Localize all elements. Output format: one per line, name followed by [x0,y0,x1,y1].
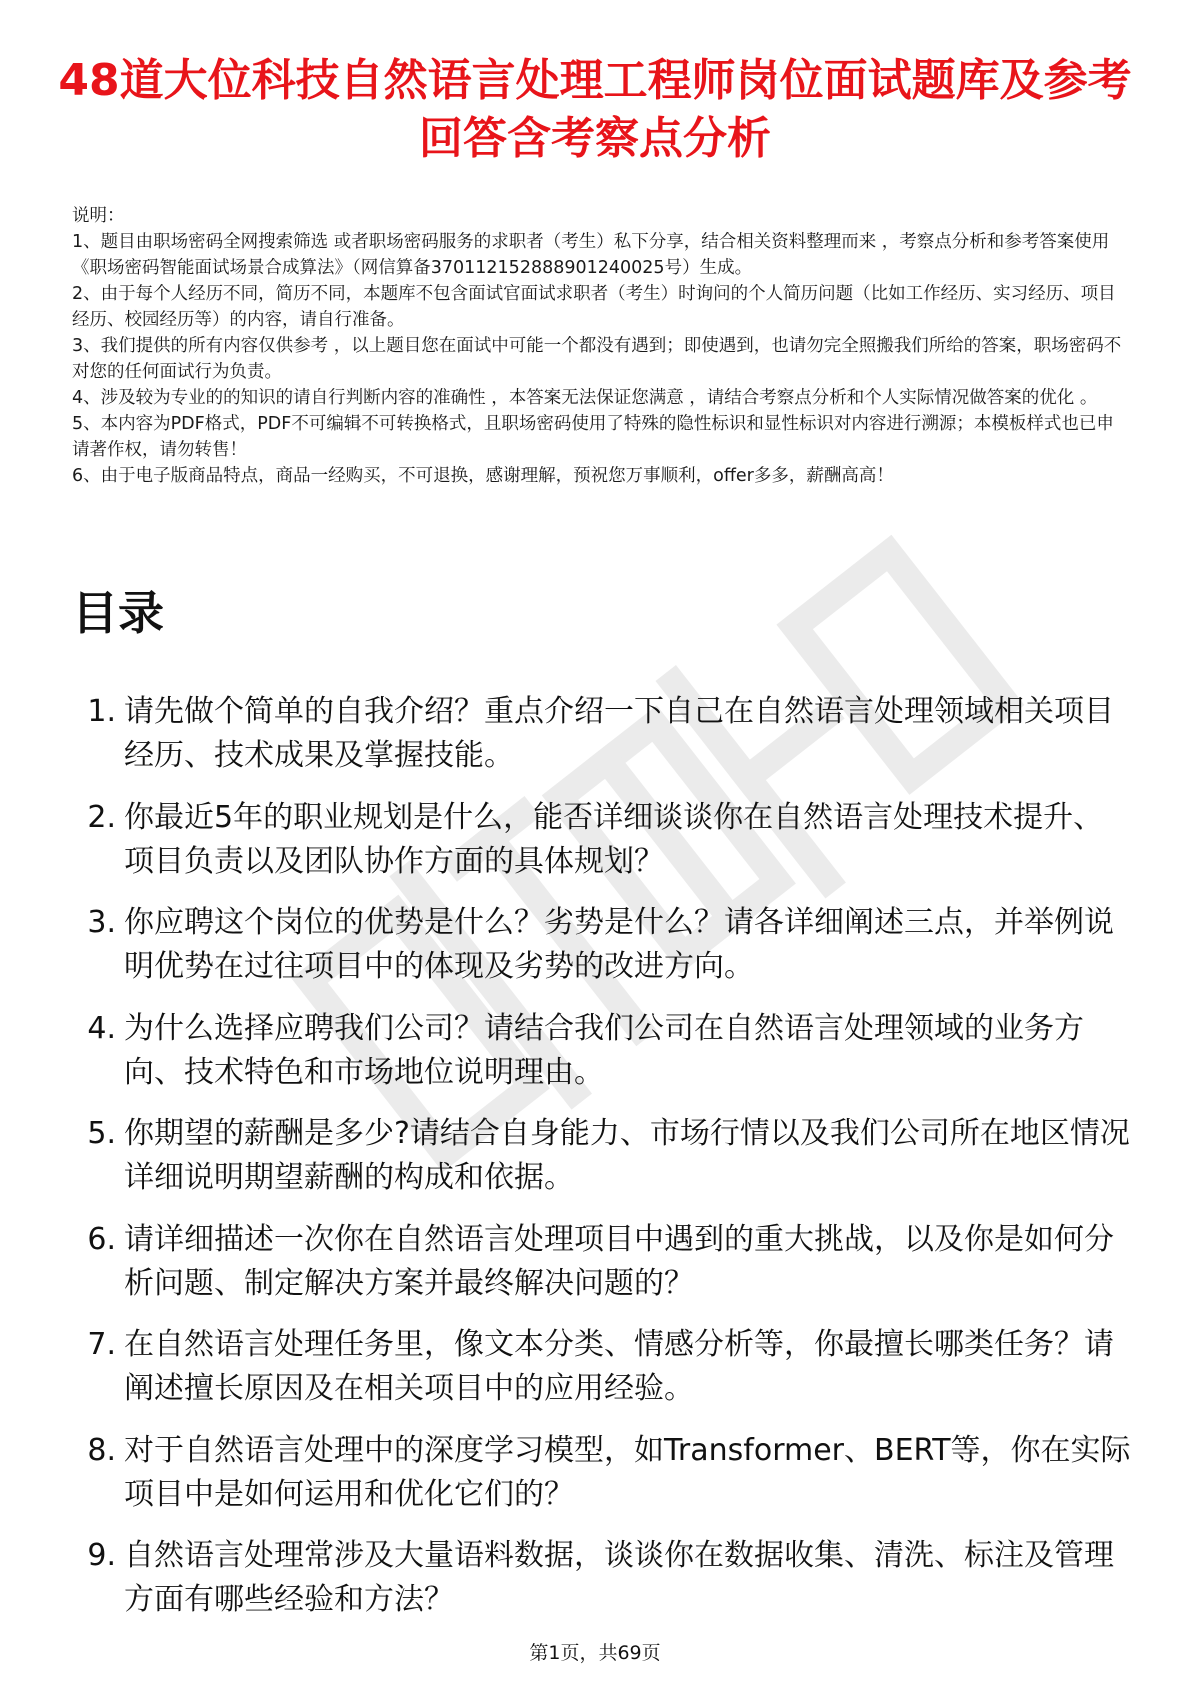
instruction-item: 6、由于电子版商品特点，商品一经购买，不可退换，感谢理解，预祝您万事顺利，offer多多，薪酬高高！ [72,466,894,486]
toc-item-number: 5. [87,1116,116,1151]
toc-item[interactable] [72,1429,1132,1517]
toc-item[interactable] [72,1534,1132,1622]
toc-item[interactable] [72,1323,1132,1411]
toc-item-number: 4. [87,1010,116,1046]
toc-item-number: 9. [87,1538,116,1573]
instruction-item: 5、本内容为PDF格式，PDF不可编辑不可转换格式，且职场密码使用了特殊的隐性标识和显性标识对内容进行溯源；本模板样式也已申请著作权，请勿转售！ [72,414,1114,460]
toc-item-number: 1. [87,694,116,729]
toc-item-number: 7. [87,1327,116,1362]
toc-item[interactable] [72,1007,1132,1095]
toc-item-text: 你最近5年的职业规划是什么，能否详细谈谈你在自然语言处理技术提升、项目负责以及团队协作方面的具体规划？ [124,799,1104,879]
toc-item-number: 8. [87,1432,116,1468]
toc-item-text: 你期望的薪酬是多少?请结合自身能力、市场行情以及我们公司所在地区情况详细说明期望薪酬的构成和依据。 [124,1116,1130,1195]
instruction-item: 4、涉及较为专业的的知识的请自行判断内容的准确性 ，本答案无法保证您满意 ，请结合考察点分析和个人实际情况做答案的优化 。 [72,388,1098,408]
toc-heading: 目录 [72,586,164,640]
toc-item-text: 对于自然语言处理中的深度学习模型，如Transformer、BERT等，你在实际项目中是如何运用和优化它们的？ [124,1432,1131,1512]
toc-item-number: 3. [87,905,116,940]
instruction-item: 2、由于每个人经历不同，简历不同，本题库不包含面试官面试求职者（考生）时询问的个人简历问题（比如工作经历、实习经历、项目经历、校园经历等）的内容，请自行准备。 [72,284,1116,330]
instructions-heading: 说明： [72,206,125,226]
toc-item[interactable] [72,901,1132,989]
toc-item-text: 自然语言处理常涉及大量语料数据，谈谈你在数据收集、清洗、标注及管理方面有哪些经验和方法？ [124,1538,1114,1617]
toc-item-number: 6. [87,1221,116,1257]
instruction-item: 3、我们提供的所有内容仅供参考 ，以上题目您在面试中可能一个都没有遇到；即使遇到，也请勿完全照搬我们所给的答案，职场密码不对您的任何面试行为负责。 [72,336,1122,382]
instruction-item: 1、题目由职场密码全网搜索筛选 或者职场密码服务的求职者（考生）私下分享，结合相关资料整理而来 ，考察点分析和参考答案使用《职场密码智能面试场景合成算法》（网信算备370112152888901240025号）生成。 [72,232,1110,278]
instructions-block [72,203,1122,489]
table-of-contents [72,690,1132,1640]
document-title: 48道大位科技自然语言处理工程师岗位面试题库及参考回答含考察点分析 [58,55,1132,164]
toc-item-text: 在自然语言处理任务里，像文本分类、情感分析等，你最擅长哪类任务？请阐述擅长原因及在相关项目中的应用经验。 [124,1327,1114,1406]
toc-item-text: 为什么选择应聘我们公司？请结合我们公司在自然语言处理领域的业务方向、技术特色和市场地位说明理由。 [124,1010,1084,1090]
toc-item[interactable] [72,1218,1132,1306]
toc-item-number: 2. [87,799,116,835]
toc-item[interactable] [72,1112,1132,1200]
page-number-footer: 第1页，共69页 [529,1642,661,1664]
toc-item[interactable] [72,690,1132,778]
toc-item-text: 请先做个简单的自我介绍？重点介绍一下自己在自然语言处理领域相关项目经历、技术成果及掌握技能。 [124,694,1114,773]
toc-item-text: 你应聘这个岗位的优势是什么？劣势是什么？请各详细阐述三点，并举例说明优势在过往项目中的体现及劣势的改进方向。 [124,905,1114,984]
toc-item-text: 请详细描述一次你在自然语言处理项目中遇到的重大挑战，以及你是如何分析问题、制定解决方案并最终解决问题的？ [124,1221,1114,1301]
toc-item[interactable] [72,796,1132,884]
